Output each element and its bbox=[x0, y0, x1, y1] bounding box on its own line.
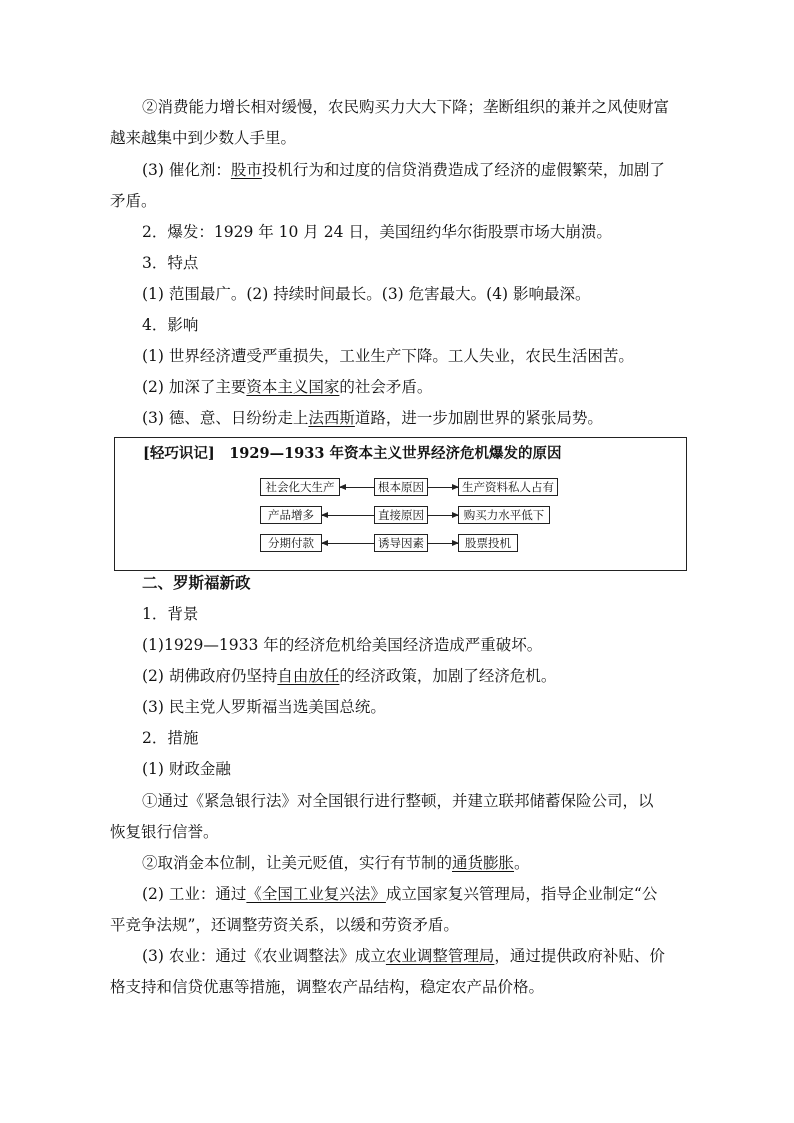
catalyst-keyword: 股市 bbox=[230, 161, 262, 179]
paragraph-industry-line2: 平竞争法规”，还调整劳资关系，以缓和劳资矛盾。 bbox=[110, 916, 459, 934]
heading-impact: 4．影响 bbox=[142, 316, 199, 334]
background-2-prefix: (2) 胡佛政府仍坚持 bbox=[142, 667, 278, 685]
memory-box-title: [轻巧识记] 1929—1933 年资本主义世界经济危机爆发的原因 bbox=[143, 445, 562, 462]
node-product-increase: 产品增多 bbox=[260, 506, 322, 524]
finance-2-keyword: 通货膨胀 bbox=[452, 854, 515, 872]
heading-finance: (1) 财政金融 bbox=[142, 760, 231, 778]
section-heading-new-deal: 二、罗斯福新政 bbox=[142, 573, 251, 592]
agriculture-prefix: (3) 农业：通过《农业调整法》成立 bbox=[142, 947, 386, 965]
industry-suffix: 成立国家复兴管理局，指导企业制定“公 bbox=[385, 885, 658, 903]
paragraph-impact-2 bbox=[110, 372, 685, 403]
paragraph-finance-1-line1: ①通过《紧急银行法》对全国银行进行整顿，并建立联邦储蓄保险公司，以 bbox=[142, 792, 654, 810]
heading-features: 3．特点 bbox=[142, 254, 199, 272]
paragraph-catalyst-line1 bbox=[110, 155, 685, 186]
arrow-left-icon bbox=[322, 543, 374, 544]
node-socialized-production: 社会化大生产 bbox=[260, 478, 340, 496]
paragraph-finance-2 bbox=[110, 848, 685, 879]
paragraph-impact-3 bbox=[110, 403, 685, 434]
node-installment: 分期付款 bbox=[260, 534, 322, 552]
impact-2-suffix: 的社会矛盾。 bbox=[339, 378, 433, 396]
background-2-suffix: 的经济政策，加剧了经济危机。 bbox=[339, 667, 557, 685]
background-2-keyword: 自由放任 bbox=[277, 667, 340, 685]
node-low-purchasing-power: 购买力水平低下 bbox=[458, 506, 550, 524]
paragraph-consumption-line2: 越来越集中到少数人手里。 bbox=[110, 129, 297, 147]
impact-2-prefix: (2) 加深了主要 bbox=[142, 378, 247, 396]
node-direct-cause: 直接原因 bbox=[374, 506, 428, 524]
catalyst-prefix: (3) 催化剂： bbox=[142, 161, 231, 179]
finance-2-prefix: ②取消金本位制，让美元贬值，实行有节制的 bbox=[142, 854, 453, 872]
agriculture-keyword: 农业调整管理局 bbox=[385, 947, 495, 965]
industry-prefix: (2) 工业：通过 bbox=[142, 885, 247, 903]
impact-3-suffix: 道路，进一步加剧世界的紧张局势。 bbox=[354, 409, 603, 427]
paragraph-agriculture-line2: 格支持和信贷优惠等措施，调整农产品结构，稳定农产品价格。 bbox=[110, 978, 545, 996]
paragraph-impact-1: (1) 世界经济遭受严重损失，工业生产下降。工人失业，农民生活困苦。 bbox=[142, 347, 634, 365]
paragraph-catalyst-line2: 矛盾。 bbox=[110, 192, 157, 210]
arrow-right-icon bbox=[428, 543, 458, 544]
paragraph-background-2 bbox=[110, 661, 685, 692]
arrow-right-icon bbox=[428, 487, 458, 488]
node-inducing-factor: 诱导因素 bbox=[374, 534, 428, 552]
arrow-left-icon bbox=[322, 515, 374, 516]
paragraph-features: (1) 范围最广。(2) 持续时间最长。(3) 危害最大。(4) 影响最深。 bbox=[142, 285, 591, 303]
industry-keyword: 《全国工业复兴法》 bbox=[246, 885, 386, 903]
finance-2-suffix: 。 bbox=[514, 854, 530, 872]
arrow-left-icon bbox=[340, 487, 374, 488]
impact-2-keyword: 资本主义国家 bbox=[246, 378, 340, 396]
paragraph-background-3: (3) 民主党人罗斯福当选美国总统。 bbox=[142, 698, 386, 716]
paragraph-agriculture-line1 bbox=[110, 941, 685, 972]
memory-box bbox=[114, 437, 687, 571]
node-private-ownership: 生产资料私人占有 bbox=[458, 478, 558, 496]
impact-3-keyword: 法西斯 bbox=[308, 409, 355, 427]
heading-measures: 2．措施 bbox=[142, 729, 199, 747]
impact-3-prefix: (3) 德、意、日纷纷走上 bbox=[142, 409, 309, 427]
agriculture-suffix: ，通过提供政府补贴、价 bbox=[494, 947, 665, 965]
paragraph-consumption-line1: ②消费能力增长相对缓慢，农民购买力大大下降；垄断组织的兼并之风使财富 bbox=[142, 98, 670, 116]
paragraph-background-1: (1)1929—1933 年的经济危机给美国经济造成严重破坏。 bbox=[142, 636, 543, 654]
paragraph-outbreak: 2．爆发：1929 年 10 月 24 日，美国纽约华尔街股票市场大崩溃。 bbox=[142, 223, 612, 241]
arrow-right-icon bbox=[428, 515, 458, 516]
paragraph-finance-1-line2: 恢复银行信誉。 bbox=[110, 823, 219, 841]
paragraph-industry-line1 bbox=[110, 879, 685, 910]
node-root-cause: 根本原因 bbox=[374, 478, 428, 496]
node-stock-speculation: 股票投机 bbox=[458, 534, 518, 552]
catalyst-text: 投机行为和过度的信贷消费造成了经济的虚假繁荣，加剧了 bbox=[261, 161, 665, 179]
heading-background: 1．背景 bbox=[142, 605, 199, 623]
